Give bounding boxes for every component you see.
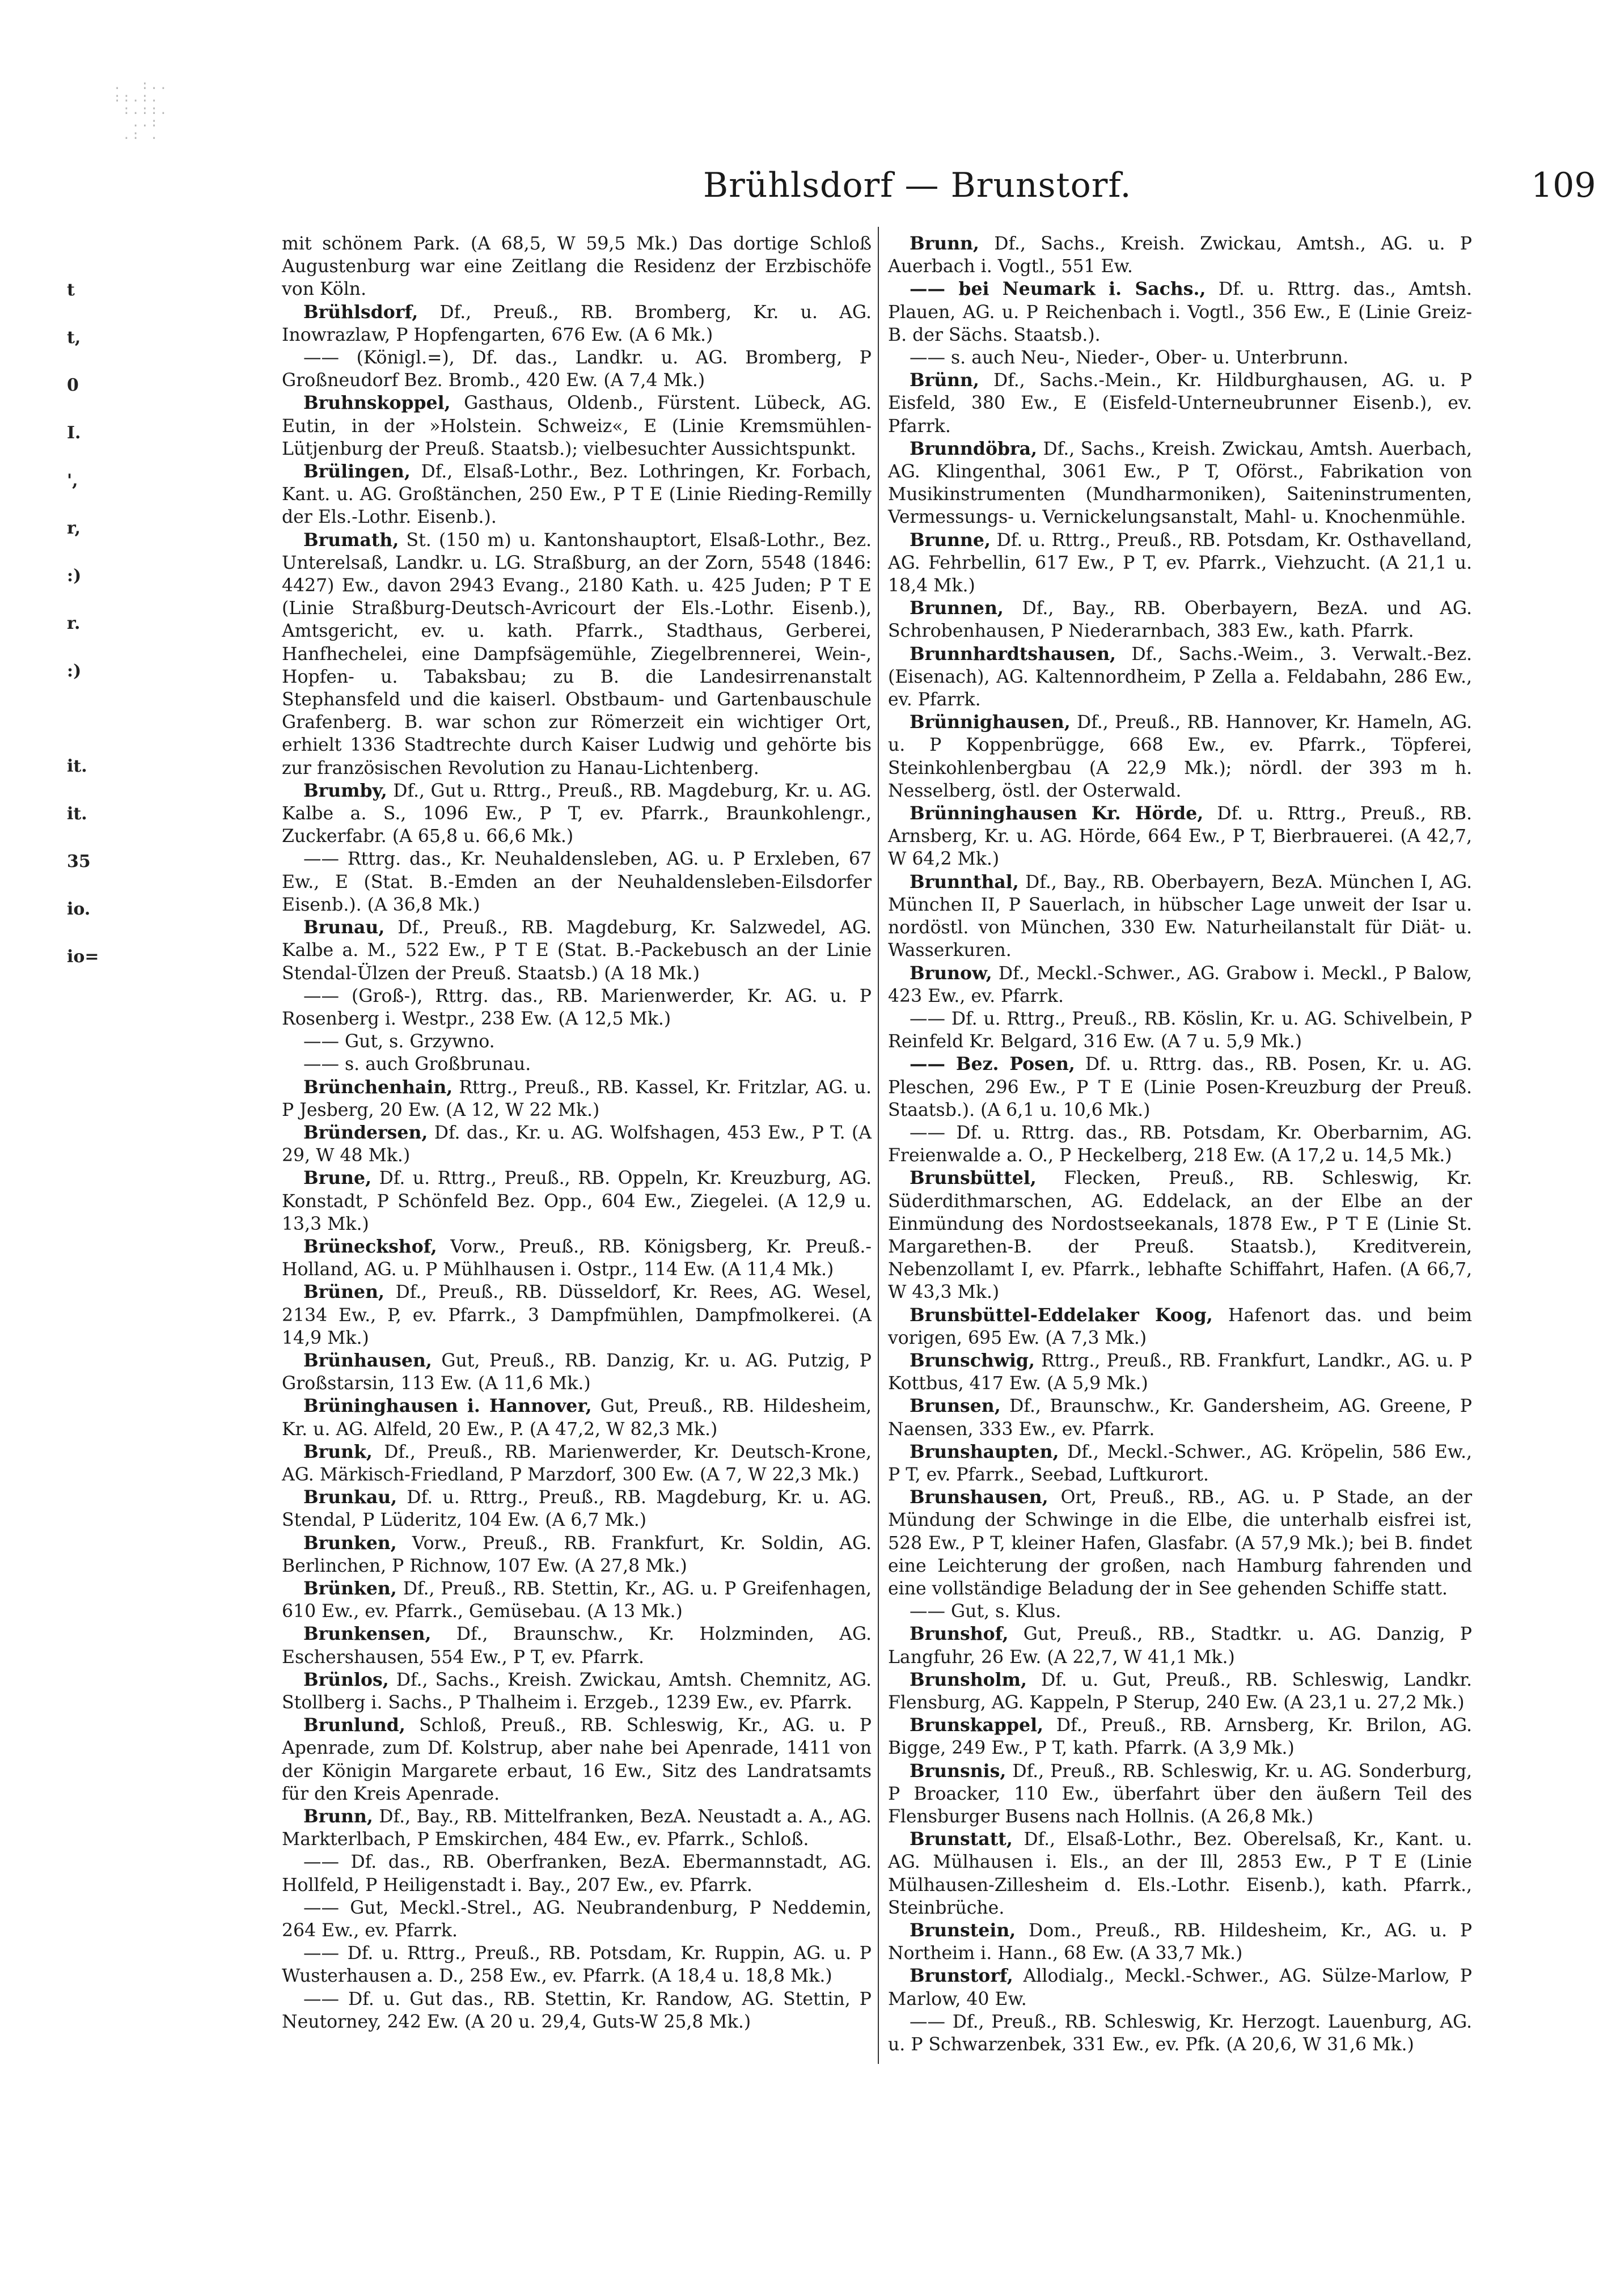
entry-text: Df., Meckl.-Schwer., AG. Kröpelin, 586 Ew., P T, ev. Pfarrk., Seebad, Luftkurort. bbox=[888, 1441, 1472, 1485]
dictionary-entry bbox=[282, 1076, 872, 1122]
entry-headword: Brünhausen, bbox=[303, 1349, 432, 1371]
entry-text: Df., Preuß., RB. Schleswig, Kr. u. AG. Sonderburg, P Broacker, 110 Ew., überfahrt über den äußern Teil des Flensburger Busens nach Hollnis. (A 26,8 Mk.) bbox=[888, 1761, 1472, 1827]
entry-headword: Brunn, bbox=[910, 233, 979, 254]
entry-text: Df., Bay., RB. Oberbayern, BezA. und AG. Schrobenhausen, P Niederarnbach, 383 Ew., kath. Pfarrk. bbox=[888, 598, 1472, 642]
dictionary-entry bbox=[282, 1441, 872, 1486]
entry-text: Df., Elsaß-Lothr., Bez. Lothringen, Kr. Forbach, Kant. u. AG. Großtänchen, 250 Ew., P T E (Linie Rieding-Remilly der Els.-Lothr. Eisenb.). bbox=[282, 462, 872, 528]
entry-text: Df., Sachs., Kreish. Zwickau, Amtsh. Auerbach, AG. Klingenthal, 3061 Ew., P T, Oförst., Fabrikation von Musikinstrumenten (Mundharmoniken), Saiteninstrumenten, Vermessungs- u. Vernickelungsanstalt, Mahl- u. Knochenmühle. bbox=[888, 438, 1473, 528]
entry-text: Df., Bay., RB. Mittelfranken, BezA. Neustadt a. A., AG. Markterlbach, P Emskirchen, 484 Ew., ev. Pfarrk., Schloß. bbox=[282, 1807, 872, 1850]
dictionary-entry bbox=[888, 1441, 1472, 1486]
entry-headword: Brunow, bbox=[910, 962, 992, 984]
entry-headword: Brunsnis, bbox=[910, 1760, 1006, 1782]
entry-headword: Brunkau, bbox=[303, 1487, 397, 1508]
dictionary-entry bbox=[282, 1714, 872, 1805]
entry-headword: Brumath, bbox=[303, 529, 399, 551]
entry-text: Df., Sachs.-Weim., 3. Verwalt.-Bez. (Eisenach), AG. Kaltennordheim, P Zella a. Feldabahn, 286 Ew., ev. Pfarrk. bbox=[888, 644, 1472, 710]
entry-text: —— Rttrg. das., Kr. Neuhaldensleben, AG. u. P Erxleben, 67 Ew., E (Stat. B.-Emden an der Neuhaldensleben-Eilsdorfer Eisenb.). (A 36,8 Mk.) bbox=[282, 849, 872, 915]
running-header-title: Brühlsdorf — Brunstorf. bbox=[703, 166, 1132, 205]
dictionary-entry bbox=[888, 643, 1472, 712]
entry-text: Hafenort das. und beim vorigen, 695 Ew. (A 7,3 Mk.) bbox=[888, 1305, 1472, 1348]
dictionary-entry bbox=[282, 1623, 872, 1668]
entry-text: Df., Preuß., RB. Stettin, Kr., AG. u. P Greifenhagen, 610 Ew., ev. Pfarrk., Gemüsebau. (A 13 Mk.) bbox=[282, 1578, 872, 1622]
entry-headword: —— Bez. Posen, bbox=[910, 1054, 1075, 1075]
entry-text: Gasthaus, Oldenb., Fürstent. Lübeck, AG. Eutin, in der »Holstein. Schweiz«, E (Linie Kremsmühlen-Lütjenburg der Preuß. Staatsb.); vielbesuchter Aussichtspunkt. bbox=[282, 393, 872, 459]
dictionary-entry bbox=[282, 916, 872, 985]
entry-headword: Brünninghausen Kr. Hörde, bbox=[910, 803, 1204, 824]
entry-headword: Brunndöbra, bbox=[910, 438, 1037, 459]
entry-text: Gut, Preuß., RB., Stadtkr. u. AG. Danzig, P Langfuhr, 26 Ew. (A 22,7, W 41,1 Mk.) bbox=[888, 1624, 1472, 1668]
dictionary-entry bbox=[282, 1395, 872, 1440]
entry-text: Df., Preuß., RB. Magdeburg, Kr. Salzwedel, AG. Kalbe a. M., 522 Ew., P T E (Stat. B.-Packebusch an der Linie Stendal-Ülzen der Preuß. Staatsb.) (A 18 Mk.) bbox=[282, 917, 872, 984]
dictionary-entry bbox=[282, 460, 872, 529]
entry-text: —— Df. u. Gut das., RB. Stettin, Kr. Randow, AG. Stettin, P Neutorney, 242 Ew. (A 20 u. 29,4, Guts-W 25,8 Mk.) bbox=[282, 1989, 872, 2032]
entry-headword: Brühlsdorf, bbox=[303, 301, 418, 323]
dictionary-entry bbox=[282, 1897, 872, 1942]
entry-headword: Brunshaupten, bbox=[910, 1441, 1059, 1462]
entry-headword: Brunnhardtshausen, bbox=[910, 643, 1116, 665]
entry-headword: Brunlund, bbox=[303, 1715, 405, 1736]
dictionary-entry bbox=[282, 780, 872, 848]
entry-text: Df. u. Rttrg., Preuß., RB. Potsdam, Kr. Osthavelland, AG. Fehrbellin, 617 Ew., P T, ev. Pfarrk., Viehzucht. (A 21,1 u. 18,4 Mk.) bbox=[888, 530, 1473, 596]
entry-text: Df., Elsaß-Lothr., Bez. Oberelsaß, Kr., Kant. u. AG. Mülhausen i. Els., an der Ill, 2853 Ew., P T E (Linie Mülhausen-Zillesheim d. Els.-Lothr. Eisenb.), kath. Pfarrk., Steinbrüche. bbox=[888, 1829, 1472, 1918]
entry-headword: Brünlos, bbox=[303, 1669, 389, 1690]
entry-headword: Brunsbüttel-Eddelaker Koog, bbox=[910, 1304, 1213, 1326]
dictionary-entry bbox=[888, 1122, 1472, 1167]
dictionary-entry bbox=[888, 1053, 1472, 1122]
entry-text: St. (150 m) u. Kantonshauptort, Elsaß-Lothr., Bez. Unterelsaß, Landkr. u. LG. Straßburg, an der Zorn, 5548 (1846: 4427) Ew., davon 2943 Evang., 2180 Kath. u. 425 Juden; P T E (Linie Straßburg-Deutsch-Avricourt der Els.-Lothr. Eisenb.), Amtsgericht, ev. u. kath. Pfarrk., Stadthaus, Gerberei, Hanfhechelei, eine Dampfsägemühle, Ziegelbrennerei, Wein-, Hopfen- u. Tabaksbau; zu B. die Landesirrenanstalt Stephansfeld und die kaiserl. Obstbaum- und Gartenbauschule Grafenberg. B. war schon zur Römerzeit ein wichtiger Ort, erhielt 1336 Stadtrechte durch Kaiser Ludwig und gehörte bis zur französischen Revolution zu Hanau-Lichtenberg. bbox=[282, 530, 872, 779]
entry-headword: Brunskappel, bbox=[910, 1715, 1044, 1736]
entry-text: Df. u. Rttrg., Preuß., RB. Oppeln, Kr. Kreuzburg, AG. Konstadt, P Schönfeld Bez. Opp., 604 Ew., Ziegelei. (A 12,9 u. 13,3 Mk.) bbox=[282, 1168, 872, 1234]
entry-text: Ort, Preuß., RB., AG. u. P Stade, an der Mündung der Schwinge in die Elbe, die unterhalb eisfrei ist, 528 Ew., P T, kleiner Hafen, Glasfabr. (A 57,9 Mk.); bei B. findet eine Leichterung der großen, nach Hamburg fahrenden und eine vollständige Beladung der in See gehenden Schiffe statt. bbox=[888, 1487, 1472, 1599]
dictionary-entry bbox=[888, 278, 1472, 346]
entry-text: Df. u. Rttrg. das., RB. Posen, Kr. u. AG. Pleschen, 296 Ew., P T E (Linie Posen-Kreuzburg der Preuß. Staatsb.). (A 6,1 u. 10,6 Mk.) bbox=[888, 1054, 1472, 1120]
entry-headword: Brunken, bbox=[303, 1532, 397, 1554]
dictionary-entry bbox=[888, 1304, 1472, 1349]
entry-text: Df., Meckl.-Schwer., AG. Grabow i. Meckl., P Balow, 423 Ew., ev. Pfarrk. bbox=[888, 963, 1473, 1006]
dictionary-entry bbox=[888, 1919, 1472, 1965]
bleed-through-edge-text: t t, 0 I. ', r, :) r. :) it. it. 35 io. io= bbox=[67, 280, 99, 967]
entry-text: —— s. auch Neu-, Nieder-, Ober- u. Unterbrunn. bbox=[910, 348, 1349, 369]
entry-headword: Brunstorf, bbox=[910, 1965, 1013, 1987]
dictionary-entry bbox=[282, 1030, 872, 1053]
entry-headword: —— bei Neumark i. Sachs., bbox=[910, 278, 1206, 300]
dictionary-entry bbox=[282, 1988, 872, 2033]
entry-headword: Brunshausen, bbox=[910, 1487, 1048, 1508]
entry-text: Allodialg., Meckl.-Schwer., AG. Sülze-Marlow, P Marlow, 40 Ew. bbox=[888, 1966, 1472, 2009]
entry-text: Df. u. Rttrg., Preuß., RB. Arnsberg, Kr. u. AG. Hörde, 664 Ew., P T, Bierbrauerei. (A 42,7, W 64,2 Mk.) bbox=[888, 803, 1472, 870]
dictionary-entry bbox=[888, 1965, 1472, 2010]
entry-text: Schloß, Preuß., RB. Schleswig, Kr., AG. u. P Apenrade, zum Df. Kolstrup, aber nahe bei Apenrade, 1411 von der Königin Margarete erbaut, 16 Ew., Sitz des Landratsamts für den Kreis Apenrade. bbox=[282, 1715, 872, 1804]
entry-headword: Brune, bbox=[303, 1167, 372, 1189]
entry-text: Vorw., Preuß., RB. Frankfurt, Kr. Soldin, AG. Berlinchen, P Richnow, 107 Ew. (A 27,8 Mk.) bbox=[282, 1533, 872, 1576]
entry-headword: Brunsbüttel, bbox=[910, 1167, 1037, 1189]
entry-text: Df. u. Rttrg. das., Amtsh. Plauen, AG. u. P Reichenbach i. Vogtl., 356 Ew., E (Linie Greiz-B. der Sächs. Staatsb.). bbox=[888, 279, 1473, 345]
dictionary-entry bbox=[888, 529, 1472, 598]
entry-text: —— Gut, Meckl.-Strel., AG. Neubrandenburg, P Neddemin, 264 Ew., ev. Pfarrk. bbox=[282, 1897, 872, 1941]
dictionary-entry bbox=[282, 1236, 872, 1281]
entry-text: Gut, Preuß., RB. Danzig, Kr. u. AG. Putzig, P Großstarsin, 113 Ew. (A 11,6 Mk.) bbox=[282, 1350, 872, 1394]
entry-text: Df. das., Kr. u. AG. Wolfshagen, 453 Ew., P T. (A 29, W 48 Mk.) bbox=[282, 1122, 872, 1166]
entry-text: Rttrg., Preuß., RB. Frankfurt, Landkr., AG. u. P Kottbus, 417 Ew. (A 5,9 Mk.) bbox=[888, 1350, 1473, 1394]
dictionary-entry bbox=[888, 1760, 1472, 1829]
dictionary-entry bbox=[888, 962, 1472, 1008]
dictionary-entry bbox=[888, 369, 1472, 438]
dictionary-entry bbox=[282, 1053, 872, 1076]
dictionary-entry bbox=[888, 1600, 1472, 1623]
entry-headword: Brunschwig, bbox=[910, 1349, 1035, 1371]
dictionary-entry bbox=[888, 1349, 1472, 1395]
entry-headword: Brunne, bbox=[910, 529, 991, 551]
entry-headword: Brunsholm, bbox=[910, 1669, 1027, 1690]
dictionary-entry bbox=[282, 985, 872, 1030]
entry-text: Df., Sachs., Kreish. Zwickau, Amtsh. Chemnitz, AG. Stollberg i. Sachs., P Thalheim i. Erzgeb., 1239 Ew., ev. Pfarrk. bbox=[282, 1669, 872, 1713]
entry-text: —— Df. das., RB. Oberfranken, BezA. Ebermannstadt, AG. Hollfeld, P Heiligenstadt i. Bay., 207 Ew., ev. Pfarrk. bbox=[282, 1852, 872, 1896]
dictionary-entry bbox=[282, 1167, 872, 1236]
entry-text: Df., Sachs., Kreish. Zwickau, Amtsh., AG. u. P Auerbach i. Vogtl., 551 Ew. bbox=[888, 234, 1472, 277]
entry-headword: Brunkensen, bbox=[303, 1623, 432, 1645]
entry-headword: Brünnighausen, bbox=[910, 712, 1071, 733]
entry-headword: Bründersen, bbox=[303, 1122, 428, 1143]
entry-headword: Brunnen, bbox=[910, 598, 1004, 619]
dictionary-entry bbox=[888, 1008, 1472, 1053]
entry-text: —— (Königl.=), Df. das., Landkr. u. AG. Bromberg, P Großneudorf Bez. Bromb., 420 Ew. (A 7,4 Mk.) bbox=[282, 348, 872, 391]
entry-text: Df. u. Rttrg., Preuß., RB. Magdeburg, Kr. u. AG. Stendal, P Lüderitz, 104 Ew. (A 6,7 Mk.) bbox=[282, 1487, 872, 1531]
entry-text: mit schönem Park. (A 68,5, W 59,5 Mk.) Das dortige Schloß Augustenburg war eine Zeitlang die Residenz der Erzbischöfe von Köln. bbox=[282, 234, 872, 300]
entry-headword: Brünn, bbox=[910, 370, 979, 391]
dictionary-entry bbox=[282, 1851, 872, 1896]
dictionary-entry bbox=[282, 1805, 872, 1851]
entry-text: Df., Preuß., RB. Hannover, Kr. Hameln, AG. u. P Koppenbrügge, 668 Ew., ev. Pfarrk., Töpferei, Steinkohlenbergbau (A 22,9 Mk.); nördl. der 393 m h. Nesselberg, östl. der Osterwald. bbox=[888, 712, 1472, 801]
entry-text: Df., Gut u. Rttrg., Preuß., RB. Magdeburg, Kr. u. AG. Kalbe a. S., 1096 Ew., P T, ev. Pfarrk., Braunkohlengr., Zuckerfabr. (A 65,8 u. 66,6 Mk.) bbox=[282, 780, 872, 847]
entry-text: Df., Braunschw., Kr. Gandersheim, AG. Greene, P Naensen, 333 Ew., ev. Pfarrk. bbox=[888, 1396, 1472, 1440]
entry-text: Df., Preuß., RB. Arnsberg, Kr. Brilon, AG. Bigge, 249 Ew., P T, kath. Pfarrk. (A 3,9 Mk.) bbox=[888, 1715, 1473, 1759]
dictionary-entry bbox=[282, 346, 872, 392]
dictionary-entry bbox=[888, 1828, 1472, 1919]
entry-text: Dom., Preuß., RB. Hildesheim, Kr., AG. u. P Northeim i. Hann., 68 Ew. (A 33,7 Mk.) bbox=[888, 1920, 1473, 1964]
entry-headword: Brunnthal, bbox=[910, 871, 1019, 892]
dictionary-entry bbox=[888, 438, 1472, 529]
entry-text: Df., Preuß., RB. Marienwerder, Kr. Deutsch-Krone, AG. Märkisch-Friedland, P Marzdorf, 300 Ew. (A 7, W 22,3 Mk.) bbox=[282, 1441, 872, 1485]
dictionary-entry bbox=[282, 1281, 872, 1349]
dictionary-entry bbox=[282, 848, 872, 916]
dictionary-entry bbox=[282, 1122, 872, 1167]
entry-text: Df., Preuß., RB. Bromberg, Kr. u. AG. Inowrazlaw, P Hopfengarten, 676 Ew. (A 6 Mk.) bbox=[282, 302, 872, 345]
entry-headword: Brünken, bbox=[303, 1577, 397, 1599]
dictionary-entry bbox=[888, 802, 1472, 871]
dictionary-entry bbox=[282, 392, 872, 460]
column-divider bbox=[878, 227, 879, 2064]
entry-headword: Bruhnskoppel, bbox=[303, 392, 451, 414]
dictionary-entry bbox=[888, 1623, 1472, 1668]
dictionary-entry bbox=[888, 711, 1472, 802]
entry-text: Df., Bay., RB. Oberbayern, BezA. München I, AG. München II, P Sauerlach, in hübscher Lage unweit der Isar u. nordöstl. von München, 330 Ew. Naturheilanstalt für Diät- u. Wasserkuren. bbox=[888, 871, 1472, 961]
entry-headword: Brüneckshof, bbox=[303, 1236, 437, 1257]
entry-headword: Brumby, bbox=[303, 780, 387, 801]
dictionary-entry bbox=[888, 1486, 1472, 1600]
entry-text: Df., Sachs.-Mein., Kr. Hildburghausen, AG. u. P Eisfeld, 380 Ew., E (Eisfeld-Unterneubrunner Eisenb.), ev. Pfarrk. bbox=[888, 370, 1472, 437]
dictionary-entry bbox=[282, 1486, 872, 1532]
dictionary-entry bbox=[888, 871, 1472, 962]
page-number: 109 bbox=[1531, 166, 1596, 205]
entry-headword: Brünchenhain, bbox=[303, 1076, 453, 1098]
dictionary-entry bbox=[888, 1167, 1472, 1304]
scan-artifact: . :.. ::.:. :.::. ..: .: . bbox=[113, 78, 169, 142]
entry-headword: Brunk, bbox=[303, 1441, 373, 1462]
entry-text: Df. u. Gut, Preuß., RB. Schleswig, Landkr. Flensburg, AG. Kappeln, P Sterup, 240 Ew. (A 23,1 u. 27,2 Mk.) bbox=[888, 1669, 1473, 1713]
entry-text: Rttrg., Preuß., RB. Kassel, Kr. Fritzlar, AG. u. P Jesberg, 20 Ew. (A 12, W 22 Mk.) bbox=[282, 1077, 872, 1120]
entry-text: —— Df. u. Rttrg. das., RB. Potsdam, Kr. Oberbarnim, AG. Freienwalde a. O., P Heckelberg, 218 Ew. (A 17,2 u. 14,5 Mk.) bbox=[888, 1122, 1472, 1166]
entry-text: Flecken, Preuß., RB. Schleswig, Kr. Süderdithmarschen, AG. Eddelack, an der Elbe an der Einmündung des Nordostseekanals, 1878 Ew., P T E (Linie St. Margarethen-B. der Preuß. Staatsb.), Kreditverein, Nebenzollamt I, ev. Pfarrk., lebhafte Schiffahrt, Hafen. (A 66,7, W 43,3 Mk.) bbox=[888, 1168, 1473, 1303]
dictionary-entry bbox=[282, 1669, 872, 1714]
entry-headword: Brunau, bbox=[303, 917, 385, 938]
entry-headword: Brunn, bbox=[303, 1806, 373, 1827]
entry-text: —— Df. u. Rttrg., Preuß., RB. Köslin, Kr. u. AG. Schivelbein, P Reinfeld Kr. Belgard, 316 Ew. (A 7 u. 5,9 Mk.) bbox=[888, 1008, 1472, 1052]
dictionary-entry bbox=[888, 597, 1472, 642]
entry-text: —— s. auch Großbrunau. bbox=[303, 1054, 531, 1075]
entry-text: Vorw., Preuß., RB. Königsberg, Kr. Preuß.-Holland, AG. u. P Mühlhausen i. Ostpr., 114 Ew. (A 11,4 Mk.) bbox=[282, 1236, 872, 1280]
entry-text: Df., Braunschw., Kr. Holzminden, AG. Eschershausen, 554 Ew., P T, ev. Pfarrk. bbox=[282, 1624, 872, 1668]
entry-text: —— Gut, s. Grzywno. bbox=[303, 1031, 495, 1052]
dictionary-entry bbox=[282, 1942, 872, 1987]
dictionary-entry bbox=[282, 1532, 872, 1577]
dictionary-entry bbox=[888, 1395, 1472, 1440]
entry-headword: Brünen, bbox=[303, 1281, 384, 1303]
dictionary-entry bbox=[888, 232, 1472, 278]
dictionary-entry bbox=[888, 2011, 1472, 2056]
dictionary-entry bbox=[888, 1714, 1472, 1759]
dictionary-entry bbox=[282, 232, 872, 301]
entry-text: —— Gut, s. Klus. bbox=[910, 1601, 1061, 1622]
entry-headword: Brunsen, bbox=[910, 1395, 1001, 1417]
entry-text: —— Df. u. Rttrg., Preuß., RB. Potsdam, Kr. Ruppin, AG. u. P Wusterhausen a. D., 258 Ew., ev. Pfarrk. (A 18,4 u. 18,8 Mk.) bbox=[282, 1943, 872, 1987]
dictionary-entry bbox=[282, 1577, 872, 1623]
dictionary-entry bbox=[888, 1669, 1472, 1714]
entry-headword: Brunstatt, bbox=[910, 1829, 1013, 1850]
right-column bbox=[888, 232, 1472, 2056]
entry-headword: Brülingen, bbox=[303, 461, 411, 483]
entry-headword: Brunshof, bbox=[910, 1623, 1009, 1645]
dictionary-entry bbox=[282, 301, 872, 346]
dictionary-entry bbox=[888, 346, 1472, 369]
entry-text: —— Df., Preuß., RB. Schleswig, Kr. Herzogt. Lauenburg, AG. u. P Schwarzenbek, 331 Ew., ev. Pfk. (A 20,6, W 31,6 Mk.) bbox=[888, 2011, 1472, 2055]
dictionary-entry bbox=[282, 529, 872, 780]
entry-headword: Brüninghausen i. Hannover, bbox=[303, 1395, 592, 1417]
dictionary-entry bbox=[282, 1349, 872, 1395]
entry-headword: Brunstein, bbox=[910, 1920, 1016, 1941]
left-column bbox=[282, 232, 872, 2033]
entry-text: —— (Groß-), Rttrg. das., RB. Marienwerder, Kr. AG. u. P Rosenberg i. Westpr., 238 Ew. (A 12,5 Mk.) bbox=[282, 985, 872, 1029]
entry-text: Gut, Preuß., RB. Hildesheim, Kr. u. AG. Alfeld, 20 Ew., P. (A 47,2, W 82,3 Mk.) bbox=[282, 1396, 872, 1440]
entry-text: Df., Preuß., RB. Düsseldorf, Kr. Rees, AG. Wesel, 2134 Ew., P, ev. Pfarrk., 3 Dampfmühlen, Dampfmolkerei. (A 14,9 Mk.) bbox=[282, 1282, 872, 1348]
